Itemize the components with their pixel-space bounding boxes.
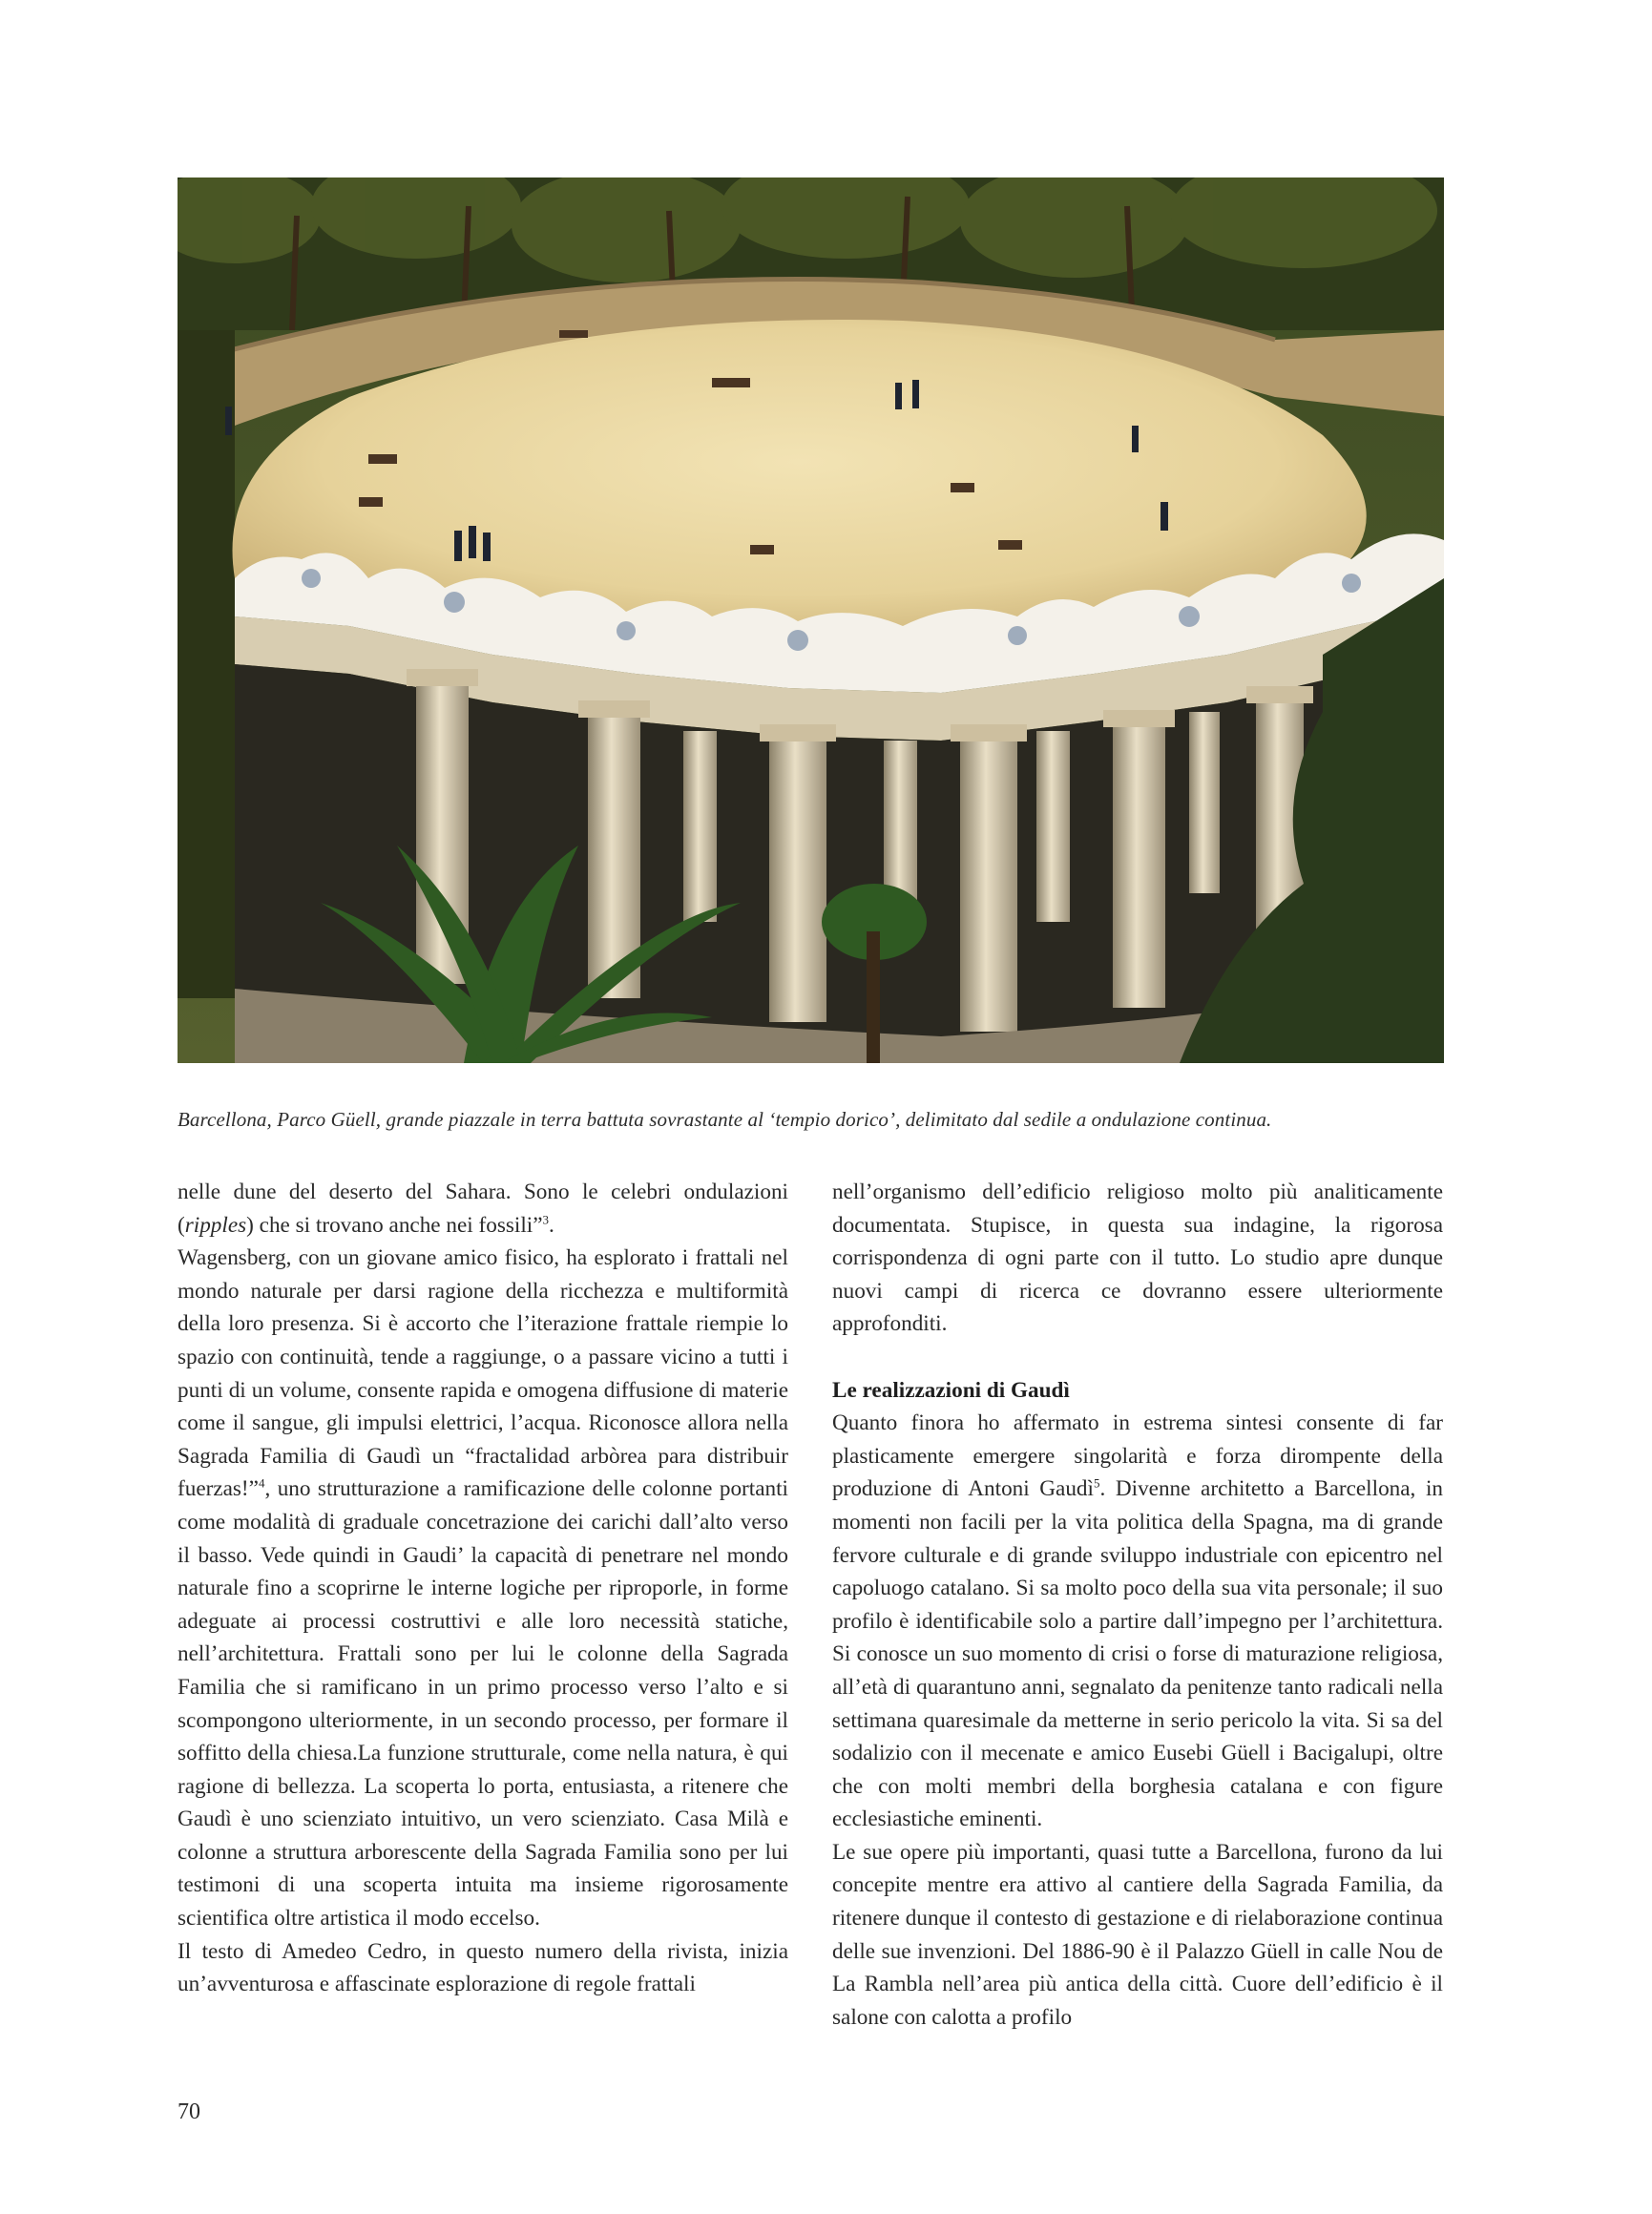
left-column (178, 1176, 788, 2001)
paragraph: Le sue opere più importanti, quasi tutte a Barcellona, furono da lui concepite mentre era attivo al cantiere della Sagrada Familia, da ritenere dunque il contesto di gestazione e di rielaborazione continua delle sue invenzioni. Del 1886-90 è il Palazzo Güell in calle Nou de La Rambla nell’area più antica della città. Cuore dell’edificio è il salone con calotta a profilo (832, 1839, 1443, 2030)
section-heading: Le realizzazioni di Gaudì (832, 1377, 1070, 1403)
paragraph: Wagensberg, con un giovane amico fisico, ha esplorato i frattali nel mondo naturale per darsi ragione della ricchezza e multiformità della loro presenza. Si è accorto che l’iterazione frattale riempie lo spazio con continuità, tende a raggiunge, o a passare vicino a tutti i punti di un volume, consente rapida e omogena diffusione di materie come il sangue, gli impulsi elettrici, l’acqua. Riconosce allora nella Sagrada Familia di Gaudì un “fractalidad arbòrea para distribuir fuerzas!”$^4$, uno strutturazione a ramificazione delle colonne portanti come modalità di graduale concetrazione dei carichi dall’alto verso il basso. Vede quindi in Gaudi’ la capacità di penetrare nel mondo naturale fino a scoprirne le interne logiche per riproporle, in forme adeguate ai processi costruttivi e alle loro necessità statiche, nell’architettura. Frattali sono per lui le colonne della Sagrada Familia che si ramificano in un primo processo verso l’alto e si scompongono ulteriormente, in un secondo processo, per formare il soffitto della chiesa.La funzione strutturale, come nella natura, è qui ragione di bellezza. La scoperta lo porta, entusiasta, a ritenere che Gaudì è uno scienziato intuitivo, un vero scienziato. Casa Milà e colonne a struttura arborescente della Sagrada Familia sono per lui testimoni di una scoperta intuita ma insieme rigorosamente scientifica oltre artistica il modo eccelso. (178, 1245, 788, 1932)
paragraph: nelle dune del deserto del Sahara. Sono le celebri ondulazioni (ripples) che si trovano anche nei fossili”$^3$. (178, 1180, 788, 1238)
paragraph: nell’organismo dell’edificio religioso molto più analiticamente documentata. Stupisce, in questa sua indagine, la rigorosa corrispondenza di ogni parte con il tutto. Lo studio apre dunque nuovi campi di ricerca ce dovranno essere ulteriormente approfonditi. (832, 1180, 1443, 1337)
figure-caption: Barcellona, Parco Güell, grande piazzale in terra battuta sovrastante al ‘tempio dorico’, delimitato dal sedile a ondulazione continua. (178, 1108, 1272, 1131)
right-column (832, 1176, 1443, 2034)
photo-illustration-icon (178, 178, 1444, 1063)
page-number: 70 (178, 2099, 200, 2124)
paragraph: Quanto finora ho affermato in estrema sintesi consente di far plasticamente emergere singolarità e forza dirompente della produzione di Antoni Gaudì$^5$. Divenne architetto a Barcellona, in momenti non facili per la vita politica della Spagna, ma di grande fervore culturale e di grande sviluppo industriale con epicentro nel capoluogo catalano. Si sa molto poco della sua vita personale; il suo profilo è identificabile solo a partire dall’impegno per l’architettura. Si conosce un suo momento di crisi o forse di maturazione religiosa, all’età di quarantuno anni, segnalato da penitenze tanto radicali nella settimana quaresimale da metterne in serio pericolo la vita. Si sa del sodalizio con il mecenate e amico Eusebi Güell i Bacigalupi, oltre che con molti membri della borghesia catalana e con figure ecclesiastiche eminenti. (832, 1410, 1443, 1832)
paragraph: Il testo di Amedeo Cedro, in questo numero della rivista, inizia un’avventurosa e affascinate esplorazione di regole frattali (178, 1938, 788, 1997)
park-guell-photo (178, 178, 1444, 1063)
